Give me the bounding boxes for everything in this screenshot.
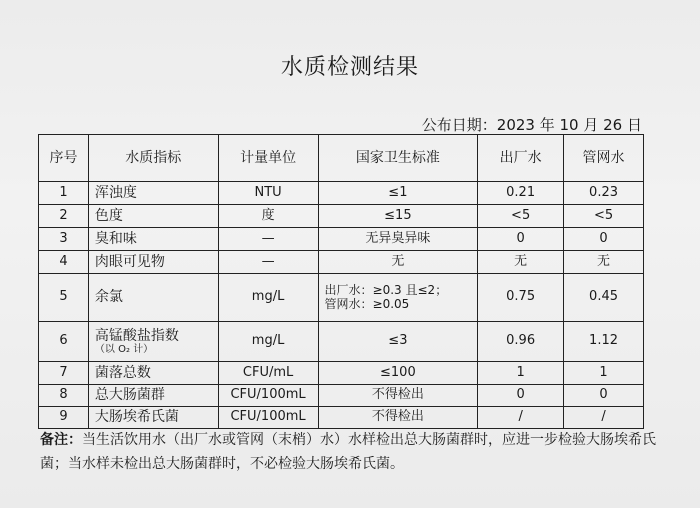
cell-item: 浑浊度 xyxy=(88,182,218,205)
cell-unit: — xyxy=(218,251,318,274)
cell-plant: 0.21 xyxy=(478,182,564,205)
cell-plant: 0.75 xyxy=(478,274,564,322)
cell-standard: 不得检出 xyxy=(318,407,478,429)
standard-network-line: 管网水：≥0.05 xyxy=(324,296,410,311)
cell-unit: mg/L xyxy=(218,322,318,362)
cell-no: 4 xyxy=(39,251,89,274)
table-row xyxy=(39,274,644,322)
cell-network: / xyxy=(564,407,644,429)
cell-network: 0.23 xyxy=(564,182,644,205)
cell-plant: 1 xyxy=(478,362,564,385)
cell-unit: 度 xyxy=(218,205,318,228)
table-row xyxy=(39,322,644,362)
cell-item: 肉眼可见物 xyxy=(88,251,218,274)
cell-network: 1 xyxy=(564,362,644,385)
cell-item xyxy=(88,322,218,362)
cell-standard: ≤3 xyxy=(318,322,478,362)
cell-no: 8 xyxy=(39,385,89,407)
results-table xyxy=(38,134,644,429)
cell-network: 1.12 xyxy=(564,322,644,362)
cell-network: <5 xyxy=(564,205,644,228)
standard-plant-line: 出厂水：≥0.3 且≤2； xyxy=(324,282,448,297)
cell-plant: <5 xyxy=(478,205,564,228)
item-label: 高锰酸盐指数 xyxy=(94,327,179,344)
header-network-water: 管网水 xyxy=(564,135,644,182)
cell-no: 1 xyxy=(39,182,89,205)
cell-item: 菌落总数 xyxy=(88,362,218,385)
cell-network: 0 xyxy=(564,385,644,407)
cell-standard xyxy=(318,274,478,322)
cell-standard: ≤1 xyxy=(318,182,478,205)
cell-network: 0.45 xyxy=(564,274,644,322)
header-standard: 国家卫生标准 xyxy=(318,135,478,182)
cell-plant: 0.96 xyxy=(478,322,564,362)
footnote-text: 当生活饮用水（出厂水或管网（末梢）水）水样检出总大肠菌群时，应进一步检验大肠埃希氏菌；当水样未检出总大肠菌群时，不必检验大肠埃希氏菌。 xyxy=(40,432,656,472)
cell-no: 3 xyxy=(39,228,89,251)
table-row xyxy=(39,362,644,385)
table-row xyxy=(39,385,644,407)
cell-item: 总大肠菌群 xyxy=(88,385,218,407)
table-row xyxy=(39,228,644,251)
item-sublabel: （以 O₂ 计） xyxy=(94,343,154,355)
cell-no: 2 xyxy=(39,205,89,228)
cell-unit: — xyxy=(218,228,318,251)
page-title: 水质检测结果 xyxy=(280,55,419,80)
table-row xyxy=(39,251,644,274)
cell-network: 0 xyxy=(564,228,644,251)
cell-standard: ≤15 xyxy=(318,205,478,228)
cell-standard: 无异臭异味 xyxy=(318,228,478,251)
cell-unit: CFU/100mL xyxy=(218,385,318,407)
cell-standard: 不得检出 xyxy=(318,385,478,407)
table-row xyxy=(39,407,644,429)
cell-unit: CFU/mL xyxy=(218,362,318,385)
header-no: 序号 xyxy=(39,135,89,182)
cell-plant: 0 xyxy=(478,228,564,251)
cell-item: 色度 xyxy=(88,205,218,228)
cell-plant: / xyxy=(478,407,564,429)
cell-no: 9 xyxy=(39,407,89,429)
cell-unit: NTU xyxy=(218,182,318,205)
footnote xyxy=(40,428,668,476)
cell-standard: ≤100 xyxy=(318,362,478,385)
cell-network: 无 xyxy=(564,251,644,274)
table-row xyxy=(39,205,644,228)
cell-no: 7 xyxy=(39,362,89,385)
cell-item: 大肠埃希氏菌 xyxy=(88,407,218,429)
cell-no: 5 xyxy=(39,274,89,322)
header-unit: 计量单位 xyxy=(218,135,318,182)
cell-no: 6 xyxy=(39,322,89,362)
cell-plant: 0 xyxy=(478,385,564,407)
table-row xyxy=(39,182,644,205)
cell-unit: mg/L xyxy=(218,274,318,322)
header-item: 水质指标 xyxy=(88,135,218,182)
table-header-row xyxy=(39,135,644,182)
cell-standard: 无 xyxy=(318,251,478,274)
cell-plant: 无 xyxy=(478,251,564,274)
publish-date: 公布日期：2023 年 10 月 26 日 xyxy=(421,116,642,134)
footnote-label: 备注： xyxy=(40,432,82,448)
cell-unit: CFU/100mL xyxy=(218,407,318,429)
cell-item: 余氯 xyxy=(88,274,218,322)
cell-item: 臭和味 xyxy=(88,228,218,251)
header-plant-water: 出厂水 xyxy=(478,135,564,182)
